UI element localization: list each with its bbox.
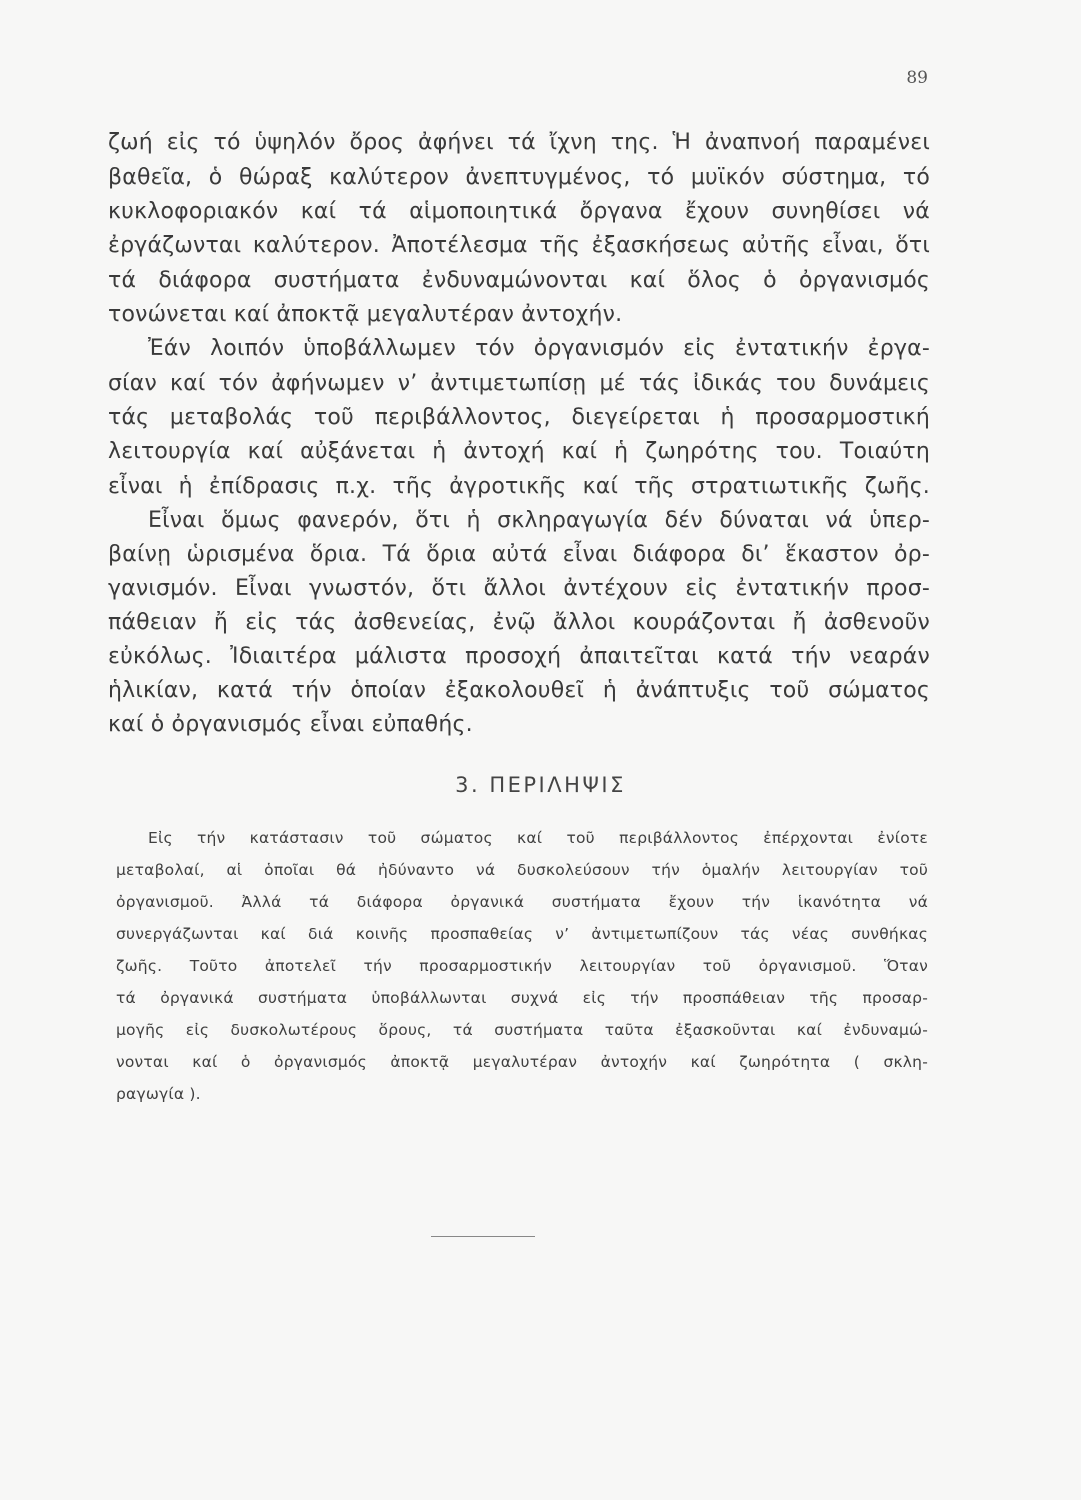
summary-line: ὀργανισμοῦ. Ἀλλά τά διάφορα ὀργανικά συστήματα ἔχουν τήν ἱκανότητα νά [116,893,928,911]
body-line: ἐργάζωνται καλύτερον. Ἀποτέλεσμα τῆς ἐξασκήσεως αὐτῆς εἶναι, ὅτι [108,233,930,258]
body-line: κυκλοφοριακόν καί τά αἱμοποιητικά ὄργανα ἔχουν συνηθίσει νά [108,199,930,224]
summary-line: μεταβολαί, αἱ ὁποῖαι θά ἠδύναντο νά δυσκολεύσουν τήν ὁμαλήν λειτουργίαν τοῦ [116,861,928,879]
summary-line: Εἰς τήν κατάστασιν τοῦ σώματος καί τοῦ περιβάλλοντος ἐπέρχονται ἐνίοτε [148,829,928,847]
summary-line: ζωῆς. Τοῦτο ἀποτελεῖ τήν προσαρμοστικήν λειτουργίαν τοῦ ὀργανισμοῦ. Ὅταν [116,957,928,975]
body-line: ἡλικίαν, κατά τήν ὁποίαν ἐξακολουθεῖ ἡ ἀνάπτυξις τοῦ σώματος [108,678,930,703]
body-line: βαθεῖα, ὁ θώραξ καλύτερον ἀνεπτυγμένος, τό μυϊκόν σύστημα, τό [108,165,930,190]
summary-line: νονται καί ὁ ὀργανισμός ἀποκτᾷ μεγαλυτέραν ἀντοχήν καί ζωηρότητα ( σκλη- [116,1053,928,1071]
body-line: πάθειαν ἤ εἰς τάς ἀσθενείας, ἐνῷ ἄλλοι κουράζονται ἤ ἀσθενοῦν [108,610,930,635]
body-line: βαίνῃ ὡρισμένα ὅρια. Τά ὅρια αὐτά εἶναι διάφορα δι’ ἕκαστον ὀρ- [108,542,930,567]
body-line: λειτουργία καί αὐξάνεται ἡ ἀντοχή καί ἡ ζωηρότης του. Τοιαύτη [108,439,930,464]
summary-line: ραγωγία ). [116,1085,201,1103]
body-line: εὐκόλως. Ἰδιαιτέρα μάλιστα προσοχή ἀπαιτεῖται κατά τήν νεαράν [108,644,930,669]
body-line: τονώνεται καί ἀποκτᾷ μεγαλυτέραν ἀντοχήν. [108,302,623,327]
body-line: σίαν καί τόν ἀφήνωμεν ν’ ἀντιμετωπίσῃ μέ τάς ἰδικάς του δυνάμεις [108,371,930,396]
body-line: εἶναι ἡ ἐπίδρασις π.χ. τῆς ἀγροτικῆς καί τῆς στρατιωτικῆς ζωῆς. [108,474,930,499]
summary-line: συνεργάζωνται καί διά κοινῆς προσπαθείας ν’ ἀντιμετωπίζουν τάς νέας συνθήκας [116,925,928,943]
section-heading: 3. ΠΕΡΙΛΗΨΙΣ [455,773,626,797]
body-line: τάς μεταβολάς τοῦ περιβάλλοντος, διεγείρεται ἡ προσαρμοστική [108,405,930,430]
body-line: τά διάφορα συστήματα ἐνδυναμώνονται καί ὅλος ὁ ὀργανισμός [108,268,930,293]
body-line: καί ὁ ὀργανισμός εἶναι εὐπαθής. [108,712,473,737]
summary-line: τά ὀργανικά συστήματα ὑποβάλλωνται συχνά εἰς τήν προσπάθειαν τῆς προσαρ- [116,989,928,1007]
body-line: γανισμόν. Εἶναι γνωστόν, ὅτι ἄλλοι ἀντέχουν εἰς ἐντατικήν προσ- [108,576,930,601]
body-line: Ἐάν λοιπόν ὑποβάλλωμεν τόν ὀργανισμόν εἰς ἐντατικήν ἐργα- [148,336,930,361]
page-number: 89 [906,68,928,88]
summary-line: μογῆς εἰς δυσκολωτέρους ὅρους, τά συστήματα ταῦτα ἐξασκοῦνται καί ἐνδυναμώ- [116,1021,928,1039]
divider-rule [431,1236,535,1237]
body-line: Εἶναι ὅμως φανερόν, ὅτι ἡ σκληραγωγία δέν δύναται νά ὑπερ- [148,508,930,533]
body-line: ζωή εἰς τό ὑψηλόν ὄρος ἀφήνει τά ἴχνη της. Ἡ ἀναπνοή παραμένει [108,130,930,155]
